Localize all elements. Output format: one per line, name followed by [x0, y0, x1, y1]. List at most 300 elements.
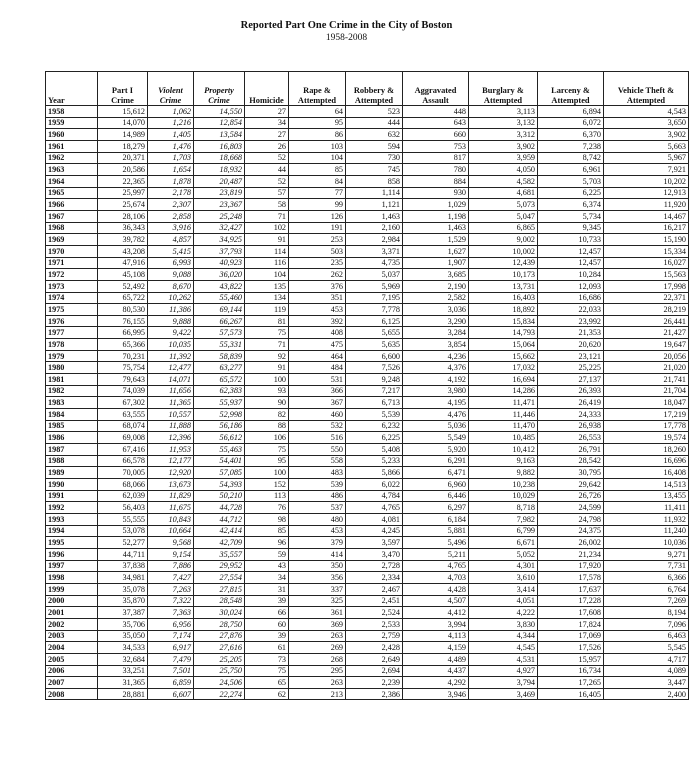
- cell-rape: 460: [289, 409, 346, 421]
- table-row: [46, 595, 689, 607]
- cell-aggravated-assault: 4,765: [403, 560, 469, 572]
- cell-vehicle-theft: 5,663: [604, 140, 689, 152]
- cell-burglary: 10,002: [469, 245, 538, 257]
- cell-part-i-crime: 20,586: [98, 164, 148, 176]
- cell-property-crime: 63,277: [194, 362, 245, 374]
- table-row: [46, 187, 689, 199]
- cell-violent-crime: 1,654: [148, 164, 194, 176]
- cell-burglary: 15,834: [469, 315, 538, 327]
- cell-vehicle-theft: 21,741: [604, 374, 689, 386]
- cell-vehicle-theft: 3,447: [604, 677, 689, 689]
- cell-robbery: 2,160: [346, 222, 403, 234]
- cell-robbery: 2,239: [346, 677, 403, 689]
- cell-vehicle-theft: 17,998: [604, 280, 689, 292]
- cell-property-crime: 52,998: [194, 409, 245, 421]
- cell-burglary: 3,132: [469, 117, 538, 129]
- cell-property-crime: 25,205: [194, 653, 245, 665]
- cell-larceny: 15,957: [538, 653, 604, 665]
- cell-homicide: 91: [245, 234, 289, 246]
- cell-violent-crime: 12,477: [148, 362, 194, 374]
- cell-part-i-crime: 75,754: [98, 362, 148, 374]
- cell-violent-crime: 9,568: [148, 537, 194, 549]
- cell-rape: 126: [289, 210, 346, 222]
- table-row: [46, 513, 689, 525]
- cell-homicide: 88: [245, 420, 289, 432]
- cell-robbery: 2,467: [346, 583, 403, 595]
- table-row: [46, 234, 689, 246]
- cell-violent-crime: 13,673: [148, 479, 194, 491]
- cell-robbery: 4,765: [346, 502, 403, 514]
- cell-aggravated-assault: 3,980: [403, 385, 469, 397]
- cell-vehicle-theft: 3,650: [604, 117, 689, 129]
- cell-violent-crime: 14,071: [148, 374, 194, 386]
- cell-property-crime: 57,573: [194, 327, 245, 339]
- cell-homicide: 114: [245, 245, 289, 257]
- cell-property-crime: 62,383: [194, 385, 245, 397]
- cell-robbery: 5,969: [346, 280, 403, 292]
- cell-rape: 453: [289, 304, 346, 316]
- cell-property-crime: 42,709: [194, 537, 245, 549]
- cell-part-i-crime: 53,078: [98, 525, 148, 537]
- cell-part-i-crime: 35,870: [98, 595, 148, 607]
- column-header-vehicle-theft: Vehicle Theft & Attempted: [604, 72, 689, 106]
- cell-larceny: 16,405: [538, 688, 604, 700]
- cell-homicide: 100: [245, 467, 289, 479]
- cell-vehicle-theft: 28,219: [604, 304, 689, 316]
- cell-part-i-crime: 33,251: [98, 665, 148, 677]
- table-row: [46, 642, 689, 654]
- cell-aggravated-assault: 5,881: [403, 525, 469, 537]
- cell-larceny: 6,225: [538, 187, 604, 199]
- cell-property-crime: 28,750: [194, 618, 245, 630]
- cell-rape: 464: [289, 350, 346, 362]
- cell-burglary: 4,927: [469, 665, 538, 677]
- cell-year: 1959: [46, 117, 98, 129]
- cell-violent-crime: 2,858: [148, 210, 194, 222]
- cell-part-i-crime: 52,277: [98, 537, 148, 549]
- cell-property-crime: 56,612: [194, 432, 245, 444]
- cell-aggravated-assault: 6,471: [403, 467, 469, 479]
- cell-rape: 213: [289, 688, 346, 700]
- table-row: [46, 490, 689, 502]
- cell-rape: 77: [289, 187, 346, 199]
- cell-property-crime: 22,274: [194, 688, 245, 700]
- column-header-larceny: Larceny & Attempted: [538, 72, 604, 106]
- cell-vehicle-theft: 19,647: [604, 339, 689, 351]
- cell-larceny: 9,345: [538, 222, 604, 234]
- cell-part-i-crime: 28,106: [98, 210, 148, 222]
- cell-aggravated-assault: 3,284: [403, 327, 469, 339]
- cell-rape: 268: [289, 653, 346, 665]
- cell-aggravated-assault: 4,476: [403, 409, 469, 421]
- cell-larceny: 24,375: [538, 525, 604, 537]
- cell-burglary: 16,694: [469, 374, 538, 386]
- cell-homicide: 152: [245, 479, 289, 491]
- cell-part-i-crime: 62,039: [98, 490, 148, 502]
- cell-aggravated-assault: 5,211: [403, 548, 469, 560]
- cell-property-crime: 57,085: [194, 467, 245, 479]
- cell-part-i-crime: 70,005: [98, 467, 148, 479]
- cell-robbery: 594: [346, 140, 403, 152]
- cell-part-i-crime: 74,039: [98, 385, 148, 397]
- cell-year: 1979: [46, 350, 98, 362]
- cell-larceny: 26,393: [538, 385, 604, 397]
- cell-vehicle-theft: 21,704: [604, 385, 689, 397]
- cell-part-i-crime: 15,612: [98, 106, 148, 118]
- cell-robbery: 858: [346, 175, 403, 187]
- cell-burglary: 5,052: [469, 548, 538, 560]
- cell-homicide: 39: [245, 595, 289, 607]
- cell-homicide: 27: [245, 106, 289, 118]
- cell-violent-crime: 11,365: [148, 397, 194, 409]
- cell-homicide: 75: [245, 665, 289, 677]
- cell-part-i-crime: 34,533: [98, 642, 148, 654]
- cell-homicide: 113: [245, 490, 289, 502]
- cell-larceny: 16,686: [538, 292, 604, 304]
- cell-part-i-crime: 34,981: [98, 572, 148, 584]
- cell-robbery: 730: [346, 152, 403, 164]
- cell-robbery: 6,713: [346, 397, 403, 409]
- cell-larceny: 29,642: [538, 479, 604, 491]
- cell-robbery: 2,386: [346, 688, 403, 700]
- cell-robbery: 7,217: [346, 385, 403, 397]
- cell-burglary: 4,545: [469, 642, 538, 654]
- cell-rape: 350: [289, 560, 346, 572]
- cell-robbery: 523: [346, 106, 403, 118]
- cell-property-crime: 40,923: [194, 257, 245, 269]
- cell-property-crime: 35,557: [194, 548, 245, 560]
- cell-burglary: 4,051: [469, 595, 538, 607]
- cell-year: 1994: [46, 525, 98, 537]
- cell-larceny: 17,228: [538, 595, 604, 607]
- cell-burglary: 3,902: [469, 140, 538, 152]
- cell-larceny: 27,137: [538, 374, 604, 386]
- cell-vehicle-theft: 21,427: [604, 327, 689, 339]
- cell-burglary: 3,830: [469, 618, 538, 630]
- cell-violent-crime: 11,386: [148, 304, 194, 316]
- cell-robbery: 6,225: [346, 432, 403, 444]
- column-header-robbery: Robbery & Attempted: [346, 72, 403, 106]
- cell-rape: 453: [289, 525, 346, 537]
- cell-robbery: 5,233: [346, 455, 403, 467]
- cell-violent-crime: 1,062: [148, 106, 194, 118]
- cell-rape: 531: [289, 374, 346, 386]
- cell-property-crime: 54,401: [194, 455, 245, 467]
- cell-rape: 408: [289, 327, 346, 339]
- cell-vehicle-theft: 4,717: [604, 653, 689, 665]
- table-row: [46, 432, 689, 444]
- cell-vehicle-theft: 4,543: [604, 106, 689, 118]
- cell-rape: 235: [289, 257, 346, 269]
- cell-year: 2005: [46, 653, 98, 665]
- cell-rape: 191: [289, 222, 346, 234]
- cell-part-i-crime: 20,371: [98, 152, 148, 164]
- cell-robbery: 1,114: [346, 187, 403, 199]
- cell-vehicle-theft: 5,967: [604, 152, 689, 164]
- cell-rape: 361: [289, 607, 346, 619]
- cell-vehicle-theft: 7,269: [604, 595, 689, 607]
- cell-burglary: 6,671: [469, 537, 538, 549]
- cell-robbery: 4,784: [346, 490, 403, 502]
- cell-larceny: 26,419: [538, 397, 604, 409]
- cell-robbery: 5,408: [346, 444, 403, 456]
- table-row: [46, 222, 689, 234]
- cell-year: 1970: [46, 245, 98, 257]
- cell-burglary: 3,794: [469, 677, 538, 689]
- cell-burglary: 11,470: [469, 420, 538, 432]
- cell-robbery: 2,533: [346, 618, 403, 630]
- cell-vehicle-theft: 5,545: [604, 642, 689, 654]
- cell-rape: 64: [289, 106, 346, 118]
- table-row: [46, 537, 689, 549]
- cell-aggravated-assault: 1,198: [403, 210, 469, 222]
- cell-vehicle-theft: 11,240: [604, 525, 689, 537]
- cell-aggravated-assault: 884: [403, 175, 469, 187]
- cell-part-i-crime: 68,074: [98, 420, 148, 432]
- cell-year: 1982: [46, 385, 98, 397]
- cell-burglary: 12,439: [469, 257, 538, 269]
- cell-year: 1976: [46, 315, 98, 327]
- cell-larceny: 30,795: [538, 467, 604, 479]
- cell-aggravated-assault: 4,489: [403, 653, 469, 665]
- cell-property-crime: 18,932: [194, 164, 245, 176]
- cell-homicide: 71: [245, 339, 289, 351]
- cell-larceny: 6,072: [538, 117, 604, 129]
- cell-vehicle-theft: 10,036: [604, 537, 689, 549]
- cell-vehicle-theft: 15,563: [604, 269, 689, 281]
- cell-year: 1967: [46, 210, 98, 222]
- cell-homicide: 27: [245, 129, 289, 141]
- table-row: [46, 548, 689, 560]
- cell-larceny: 26,938: [538, 420, 604, 432]
- cell-homicide: 52: [245, 175, 289, 187]
- cell-year: 2002: [46, 618, 98, 630]
- cell-robbery: 6,600: [346, 350, 403, 362]
- cell-homicide: 90: [245, 397, 289, 409]
- cell-part-i-crime: 35,078: [98, 583, 148, 595]
- cell-burglary: 6,799: [469, 525, 538, 537]
- cell-rape: 539: [289, 479, 346, 491]
- cell-larceny: 17,578: [538, 572, 604, 584]
- cell-burglary: 4,531: [469, 653, 538, 665]
- cell-aggravated-assault: 3,994: [403, 618, 469, 630]
- cell-violent-crime: 11,888: [148, 420, 194, 432]
- cell-burglary: 3,469: [469, 688, 538, 700]
- cell-violent-crime: 10,843: [148, 513, 194, 525]
- cell-vehicle-theft: 16,027: [604, 257, 689, 269]
- page-title: Reported Part One Crime in the City of Boston: [240, 20, 453, 31]
- cell-year: 1984: [46, 409, 98, 421]
- cell-homicide: 59: [245, 548, 289, 560]
- column-header-burglary: Burglary & Attempted: [469, 72, 538, 106]
- cell-homicide: 102: [245, 222, 289, 234]
- cell-year: 1965: [46, 187, 98, 199]
- cell-burglary: 3,414: [469, 583, 538, 595]
- cell-homicide: 61: [245, 642, 289, 654]
- cell-rape: 480: [289, 513, 346, 525]
- table-row: [46, 479, 689, 491]
- cell-aggravated-assault: 1,907: [403, 257, 469, 269]
- cell-part-i-crime: 70,231: [98, 350, 148, 362]
- table-row: [46, 455, 689, 467]
- cell-robbery: 4,735: [346, 257, 403, 269]
- cell-year: 1990: [46, 479, 98, 491]
- cell-homicide: 44: [245, 164, 289, 176]
- cell-larceny: 26,726: [538, 490, 604, 502]
- cell-burglary: 3,959: [469, 152, 538, 164]
- cell-year: 1995: [46, 537, 98, 549]
- table-row: [46, 444, 689, 456]
- cell-aggravated-assault: 753: [403, 140, 469, 152]
- cell-aggravated-assault: 4,195: [403, 397, 469, 409]
- cell-rape: 104: [289, 152, 346, 164]
- cell-rape: 367: [289, 397, 346, 409]
- cell-larceny: 24,599: [538, 502, 604, 514]
- cell-robbery: 9,248: [346, 374, 403, 386]
- cell-aggravated-assault: 6,446: [403, 490, 469, 502]
- cell-year: 2001: [46, 607, 98, 619]
- cell-larceny: 23,121: [538, 350, 604, 362]
- cell-rape: 558: [289, 455, 346, 467]
- cell-rape: 379: [289, 537, 346, 549]
- cell-part-i-crime: 14,989: [98, 129, 148, 141]
- cell-burglary: 11,471: [469, 397, 538, 409]
- cell-rape: 262: [289, 269, 346, 281]
- cell-robbery: 745: [346, 164, 403, 176]
- cell-aggravated-assault: 4,428: [403, 583, 469, 595]
- cell-year: 1968: [46, 222, 98, 234]
- cell-vehicle-theft: 14,513: [604, 479, 689, 491]
- cell-homicide: 91: [245, 362, 289, 374]
- cell-rape: 550: [289, 444, 346, 456]
- cell-rape: 86: [289, 129, 346, 141]
- cell-violent-crime: 7,427: [148, 572, 194, 584]
- cell-vehicle-theft: 7,921: [604, 164, 689, 176]
- cell-year: 1983: [46, 397, 98, 409]
- table-row: [46, 525, 689, 537]
- cell-aggravated-assault: 5,496: [403, 537, 469, 549]
- cell-vehicle-theft: 21,020: [604, 362, 689, 374]
- table-row: [46, 665, 689, 677]
- cell-year: 1987: [46, 444, 98, 456]
- cell-property-crime: 55,463: [194, 444, 245, 456]
- cell-robbery: 2,694: [346, 665, 403, 677]
- cell-homicide: 58: [245, 199, 289, 211]
- cell-property-crime: 56,186: [194, 420, 245, 432]
- cell-rape: 537: [289, 502, 346, 514]
- cell-homicide: 119: [245, 304, 289, 316]
- cell-burglary: 13,731: [469, 280, 538, 292]
- cell-violent-crime: 8,670: [148, 280, 194, 292]
- cell-rape: 263: [289, 630, 346, 642]
- table-row: [46, 245, 689, 257]
- cell-part-i-crime: 47,916: [98, 257, 148, 269]
- cell-property-crime: 14,550: [194, 106, 245, 118]
- cell-aggravated-assault: 817: [403, 152, 469, 164]
- cell-part-i-crime: 28,881: [98, 688, 148, 700]
- cell-violent-crime: 10,664: [148, 525, 194, 537]
- cell-burglary: 4,681: [469, 187, 538, 199]
- table-row: [46, 350, 689, 362]
- cell-rape: 85: [289, 164, 346, 176]
- cell-property-crime: 30,024: [194, 607, 245, 619]
- cell-aggravated-assault: 6,297: [403, 502, 469, 514]
- cell-larceny: 21,234: [538, 548, 604, 560]
- cell-robbery: 5,655: [346, 327, 403, 339]
- cell-aggravated-assault: 4,292: [403, 677, 469, 689]
- cell-burglary: 5,047: [469, 210, 538, 222]
- cell-property-crime: 58,839: [194, 350, 245, 362]
- cell-rape: 103: [289, 140, 346, 152]
- cell-year: 1989: [46, 467, 98, 479]
- cell-part-i-crime: 56,403: [98, 502, 148, 514]
- table-row: [46, 129, 689, 141]
- cell-year: 1980: [46, 362, 98, 374]
- cell-robbery: 1,121: [346, 199, 403, 211]
- cell-burglary: 15,662: [469, 350, 538, 362]
- cell-property-crime: 29,952: [194, 560, 245, 572]
- cell-robbery: 3,371: [346, 245, 403, 257]
- cell-homicide: 93: [245, 385, 289, 397]
- table-row: [46, 164, 689, 176]
- cell-homicide: 135: [245, 280, 289, 292]
- cell-robbery: 7,526: [346, 362, 403, 374]
- cell-aggravated-assault: 4,113: [403, 630, 469, 642]
- cell-robbery: 2,728: [346, 560, 403, 572]
- table-row: [46, 199, 689, 211]
- cell-vehicle-theft: 16,217: [604, 222, 689, 234]
- cell-burglary: 4,222: [469, 607, 538, 619]
- cell-part-i-crime: 36,343: [98, 222, 148, 234]
- cell-homicide: 65: [245, 677, 289, 689]
- cell-vehicle-theft: 7,096: [604, 618, 689, 630]
- cell-year: 1961: [46, 140, 98, 152]
- cell-burglary: 9,882: [469, 467, 538, 479]
- cell-property-crime: 27,554: [194, 572, 245, 584]
- cell-part-i-crime: 25,997: [98, 187, 148, 199]
- cell-vehicle-theft: 18,047: [604, 397, 689, 409]
- cell-part-i-crime: 66,995: [98, 327, 148, 339]
- cell-rape: 99: [289, 199, 346, 211]
- cell-homicide: 57: [245, 187, 289, 199]
- cell-year: 1960: [46, 129, 98, 141]
- cell-rape: 484: [289, 362, 346, 374]
- cell-homicide: 34: [245, 117, 289, 129]
- cell-homicide: 100: [245, 374, 289, 386]
- cell-vehicle-theft: 19,574: [604, 432, 689, 444]
- cell-aggravated-assault: 3,854: [403, 339, 469, 351]
- cell-robbery: 2,524: [346, 607, 403, 619]
- cell-violent-crime: 11,392: [148, 350, 194, 362]
- cell-property-crime: 44,712: [194, 513, 245, 525]
- cell-robbery: 444: [346, 117, 403, 129]
- cell-rape: 263: [289, 677, 346, 689]
- cell-rape: 486: [289, 490, 346, 502]
- cell-rape: 325: [289, 595, 346, 607]
- cell-vehicle-theft: 17,219: [604, 409, 689, 421]
- cell-rape: 295: [289, 665, 346, 677]
- cell-part-i-crime: 67,302: [98, 397, 148, 409]
- cell-property-crime: 20,487: [194, 175, 245, 187]
- cell-larceny: 12,457: [538, 245, 604, 257]
- cell-year: 2003: [46, 630, 98, 642]
- cell-burglary: 4,582: [469, 175, 538, 187]
- cell-vehicle-theft: 3,902: [604, 129, 689, 141]
- cell-burglary: 17,032: [469, 362, 538, 374]
- cell-vehicle-theft: 11,920: [604, 199, 689, 211]
- table-row: [46, 175, 689, 187]
- cell-vehicle-theft: 11,411: [604, 502, 689, 514]
